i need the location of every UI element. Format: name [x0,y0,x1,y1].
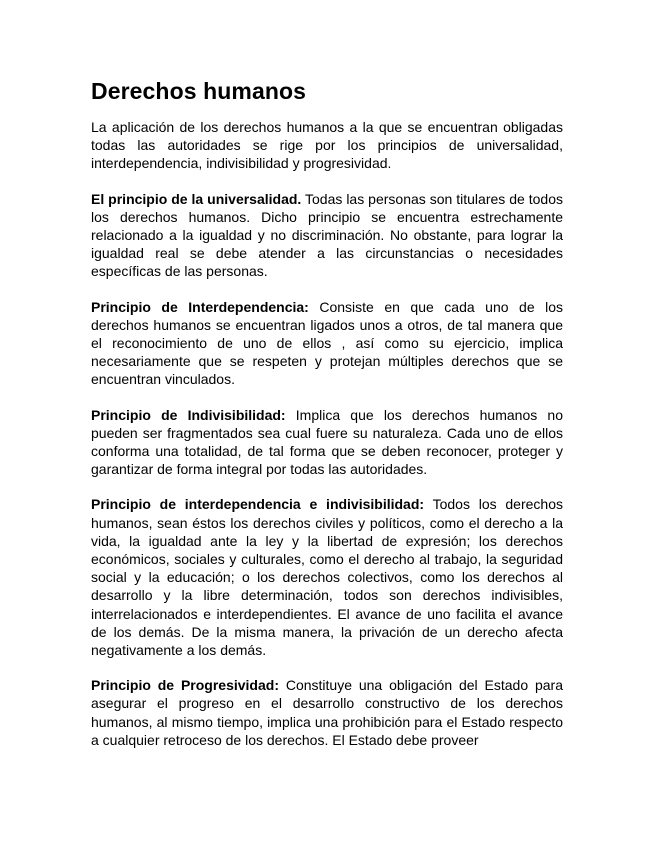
interdependence-indivisibility-term: Principio de interdependencia e indivisibilidad: [91,496,425,513]
indivisibility-term: Principio de Indivisibilidad: [91,406,286,423]
indivisibility-paragraph [91,406,563,479]
universality-term: El principio de la universalidad. [91,190,302,207]
progressivity-text: Constituye una obligación del Estado para asegurar el progreso en el desarrollo constructivo de los derechos humanos, al mismo tiempo, implica una prohibición para el Estado respecto a cualquier retroceso de los derechos. El Estado debe proveer [91,677,563,748]
progressivity-term: Principio de Progresividad: [91,677,279,694]
page-title: Derechos humanos [91,78,307,104]
interdependence-paragraph [91,298,563,389]
interdependence-text: Consiste en que cada uno de los derechos humanos se encuentran ligados unos a otros, de tal manera que el reconocimiento de uno de ellos , así como su ejercicio, implica necesariamente que se respeten y protejan múltiples derechos que se encuentran vinculados. [91,298,564,388]
progressivity-paragraph [91,676,563,749]
indivisibility-text: Implica que los derechos humanos no pueden ser fragmentados sea cual fuere su naturaleza. Cada uno de ellos conforma una totalidad, de tal forma que se deben reconocer, proteger y garantizar de forma integral por todas las autoridades. [91,406,563,478]
interdependence-indivisibility-paragraph [91,495,563,659]
universality-text: Todas las personas son titulares de todos los derechos humanos. Dicho principio se encuentra estrechamente relacionado a la igualdad y no discriminación. No obstante, para lograr la igualdad real se debe atender a las circunstancias o necesidades específicas de las personas. [91,190,563,280]
intro-paragraph: La aplicación de los derechos humanos a la que se encuentran obligadas todas las autoridades se rige por los principios de universalidad, interdependencia, indivisibilidad y progresividad. [91,119,563,172]
universality-paragraph [91,190,563,281]
interdependence-term: Principio de Interdependencia: [91,298,309,315]
document-page [91,78,563,749]
interdependence-indivisibility-text: Todos los derechos humanos, sean éstos los derechos civiles y políticos, como el derecho a la vida, la igualdad ante la ley y la libertad de expresión; los derechos económicos, sociales y culturales, como el derecho al trabajo, la seguridad social y la educación; o los derechos colectivos, como los derechos al desarrollo y la libre determinación, todos son derechos indivisibles, interrelacionados e interdependientes. El avance de uno facilita el avance de los demás. De la misma manera, la privación de un derecho afecta negativamente a los demás. [91,496,563,659]
